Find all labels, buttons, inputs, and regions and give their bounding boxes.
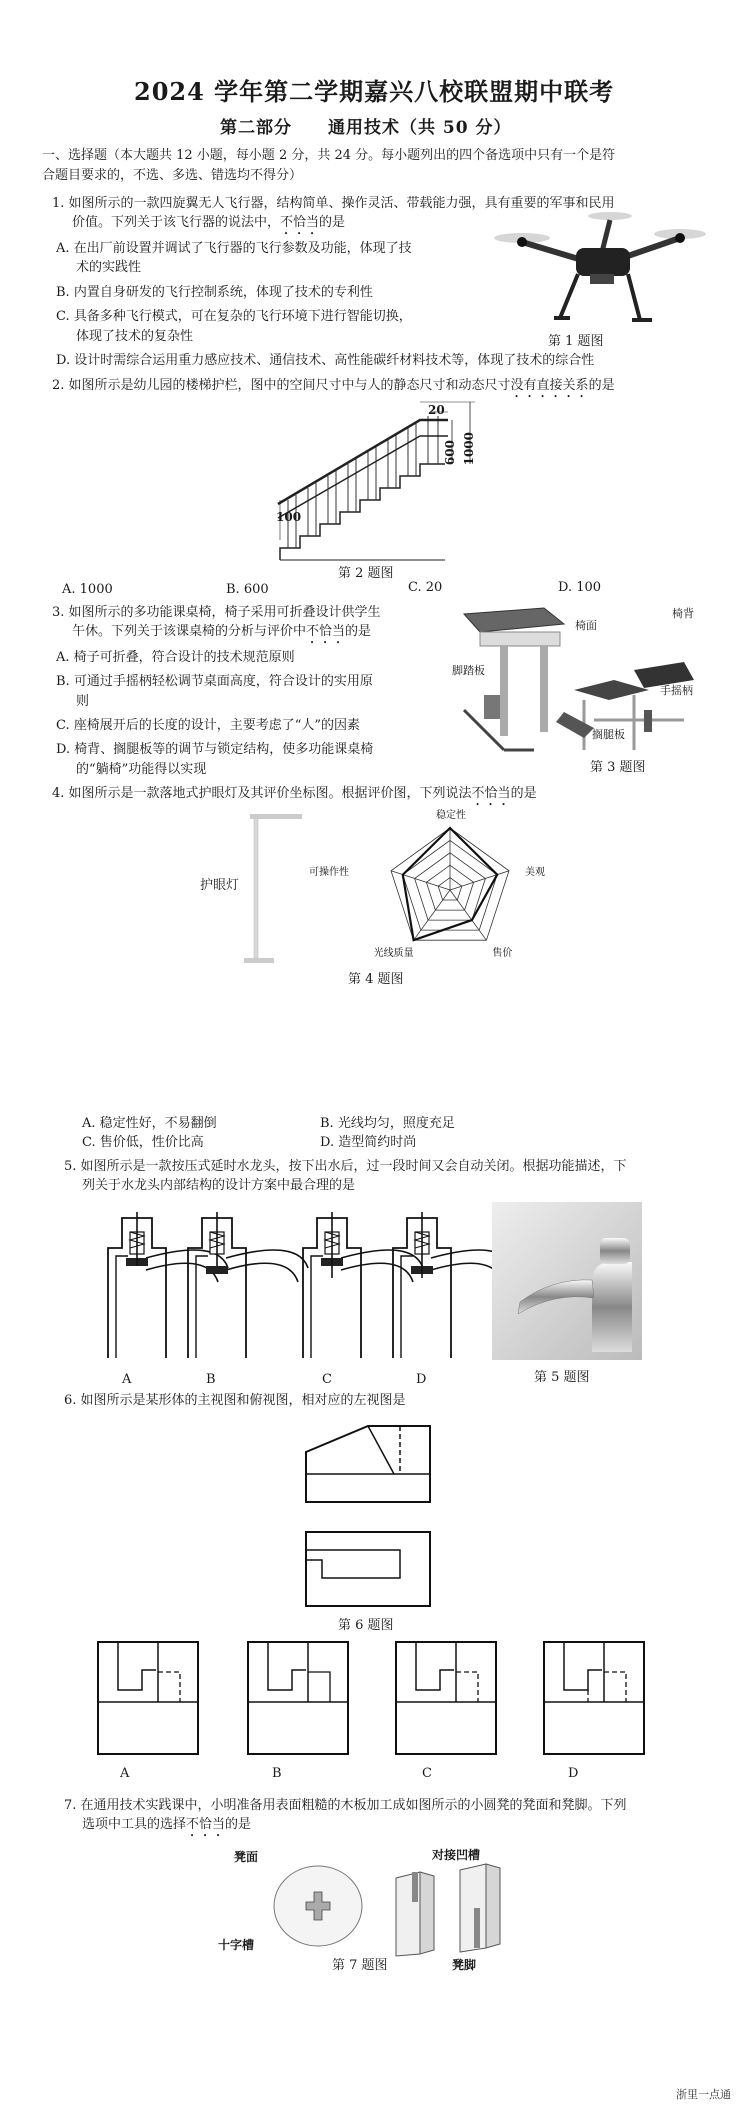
q3-label-leg: 搁腿板 [592, 728, 625, 741]
q1-option-a-line1: A. 在出厂前设置并调试了飞行器的飞行参数及功能，体现了技 [56, 241, 412, 256]
q6-option-label-b: B [272, 1766, 282, 1781]
q5-stem-line1: 5. 如图所示是一款按压式延时水龙头，按下出水后，过一段时间又会自动关闭。根据功能描述，下 [64, 1159, 627, 1174]
q5-option-label-d: D [416, 1372, 427, 1387]
radar-axis [391, 871, 450, 890]
radar-axis-label: 可操作性 [309, 866, 349, 878]
q3-figure-caption: 第 3 题图 [590, 760, 646, 775]
valve-option-b [188, 1212, 308, 1358]
q3-stem-text: 午休。下列关于该课桌椅的分析与评价中 [72, 624, 307, 639]
section-intro-line2: 合题目要求的，不选、多选、错选均不得分） [42, 168, 303, 183]
q7-stem-emphasis: 不恰当 [186, 1817, 226, 1832]
q2-figure-caption: 第 2 题图 [338, 566, 394, 581]
q3-stem-line2 [72, 622, 371, 647]
q1-option-b: B. 内置自身研发的飞行控制系统，体现了技术的专利性 [56, 285, 373, 300]
q7-figure-caption: 第 7 题图 [332, 1958, 388, 1973]
q1-option-c-line2: 体现了技术的复杂性 [76, 329, 194, 344]
radar-axis [414, 890, 450, 940]
drone-illustration [490, 208, 710, 328]
q5-option-label-b: B [206, 1372, 216, 1387]
q6-option-label-a: A [120, 1766, 130, 1781]
q3-stem-emphasis: 不恰当 [306, 624, 346, 639]
q2-option-a: A. 1000 [62, 582, 113, 597]
radar-axis-label: 售价 [492, 948, 513, 960]
radar-axis [450, 871, 509, 890]
stool-top-disc [268, 1862, 368, 1952]
valve-option-c [303, 1212, 423, 1358]
radar-axis-label: 稳定性 [436, 810, 466, 821]
q3-option-d-line1: D. 椅背、搁腿板等的调节与锁定结构，使多功能课桌椅 [56, 742, 374, 757]
q2-stem-end: 的是 [588, 378, 615, 393]
q3-option-a: A. 椅子可折叠，符合设计的技术规范原则 [56, 650, 295, 665]
q7-stem-line1: 7. 在通用技术实践课中，小明准备用表面粗糙的木板加工成如图所示的小圆凳的凳面和凳脚。下列 [64, 1798, 627, 1813]
q1-stem-emphasis: 不恰当 [280, 215, 320, 230]
q4-figure-caption: 第 4 题图 [348, 972, 404, 987]
q5-figure-caption: 第 5 题图 [534, 1370, 590, 1385]
q3-option-b-line2: 则 [76, 694, 90, 709]
dim-20: 20 [428, 403, 445, 417]
q4-stem-emphasis: 不恰当 [471, 786, 511, 801]
q6-stem: 6. 如图所示是某形体的主视图和俯视图，相对应的左视图是 [64, 1393, 406, 1408]
q7-label-top: 凳面 [234, 1850, 259, 1864]
q2-stem-text: 2. 如图所示是幼儿园的楼梯护栏，图中的空间尺寸中与人的静态尺寸和动态尺寸 [52, 378, 511, 393]
q7-stem-text: 选项中工具的选择 [82, 1817, 187, 1832]
q1-option-c-line1: C. 具备多种飞行模式，可在复杂的飞行环境下进行智能切换， [56, 309, 412, 324]
q3-stem-line1: 3. 如图所示的多功能课桌椅，椅子采用可折叠设计供学生 [52, 605, 381, 620]
q6-figure-caption: 第 6 题图 [338, 1618, 394, 1633]
faucet-photo [492, 1202, 642, 1360]
q2-option-b: B. 600 [226, 582, 269, 597]
q6-option-label-c: C [422, 1766, 432, 1781]
stair-railing-figure [270, 400, 500, 570]
left-view-option-a [98, 1642, 198, 1754]
q3-label-crank: 手摇柄 [660, 684, 693, 697]
top-view [304, 1530, 432, 1610]
q2-option-c: C. 20 [408, 580, 443, 595]
q1-figure-caption: 第 1 题图 [548, 334, 604, 349]
q5-stem-line2: 列关于水龙头内部结构的设计方案中最合理的是 [82, 1178, 356, 1193]
radar-axis-label: 美观 [525, 866, 545, 878]
q3-stem-end: 的是 [345, 624, 372, 639]
q1-stem-line2 [72, 213, 345, 238]
q2-stem [52, 376, 615, 401]
radar-axis [450, 890, 486, 940]
q1-option-a-line2: 术的实践性 [76, 260, 142, 275]
floor-lamp-illustration [240, 810, 310, 970]
stool-legs [390, 1858, 550, 1958]
left-view-option-c [396, 1642, 496, 1754]
radar-axis-label: 光线质量 [373, 948, 414, 960]
dim-600: 600 [443, 440, 457, 466]
left-view-option-d [544, 1642, 644, 1754]
left-view-options [96, 1640, 656, 1760]
q4-option-b: B. 光线均匀，照度充足 [320, 1116, 455, 1131]
q4-stem-text: 4. 如图所示是一款落地式护眼灯及其评价坐标图。根据评价图，下列说法 [52, 786, 472, 801]
q5-option-label-c: C [322, 1372, 332, 1387]
q1-stem-end: 的是 [319, 215, 346, 230]
q4-option-d: D. 造型简约时尚 [320, 1135, 417, 1150]
dim-1000: 1000 [462, 432, 476, 466]
valve-options-figure [88, 1208, 468, 1358]
q4-option-c: C. 售价低，性价比高 [82, 1135, 204, 1150]
q7-label-groove: 对接凹槽 [432, 1848, 481, 1862]
watermark: 浙里一点通 [676, 2088, 731, 2101]
q1-option-d: D. 设计时需综合运用重力感应技术、通信技术、高性能碳纤材料技术等，体现了技术的综合性 [56, 353, 595, 368]
q4-stem [52, 784, 537, 809]
drone-body [576, 248, 630, 276]
q1-stem-text: 价值。下列关于该飞行器的说法中， [72, 215, 281, 230]
rotor-back [588, 212, 632, 220]
q6-option-label-d: D [568, 1766, 579, 1781]
q3-option-c: C. 座椅展开后的长度的设计，主要考虑了“人”的因素 [56, 718, 361, 733]
part-subtitle: 第二部分 通用技术（共 50 分） [220, 118, 512, 138]
q2-stem-emphasis: 没有直接关系 [510, 378, 589, 393]
dim-100: 100 [276, 510, 302, 524]
q7-label-cross: 十字槽 [218, 1938, 255, 1952]
section-intro-line1: 一、选择题（本大题共 12 小题，每小题 2 分，共 24 分。每小题列出的四个备选项中只有一个是符 [42, 148, 616, 163]
q3-label-back: 椅背 [672, 607, 694, 620]
q4-lamp-label: 护眼灯 [200, 878, 240, 893]
q3-label-seat: 椅面 [575, 619, 597, 632]
q2-option-d: D. 100 [558, 580, 602, 595]
q1-stem-line1: 1. 如图所示的一款四旋翼无人飞行器，结构简单、操作灵活、带载能力强，具有重要的军事和民用 [52, 196, 615, 211]
q3-label-foot: 脚踏板 [452, 664, 485, 677]
q5-option-label-a: A [122, 1372, 132, 1387]
front-view [304, 1424, 432, 1504]
q3-option-b-line1: B. 可通过手摇柄轻松调节桌面高度，符合设计的实用原 [56, 674, 373, 689]
q4-option-a: A. 稳定性好，不易翻倒 [82, 1116, 217, 1131]
exam-title: 2024 学年第二学期嘉兴八校联盟期中联考 [134, 77, 615, 106]
q7-label-leg: 凳脚 [452, 1958, 477, 1972]
q3-option-d-line2: 的“躺椅”功能得以实现 [76, 762, 207, 777]
q7-stem-end: 的是 [225, 1817, 252, 1832]
radar-chart [309, 808, 600, 983]
q7-stem-line2 [82, 1815, 251, 1840]
q4-stem-end: 的是 [510, 786, 537, 801]
left-view-option-b [248, 1642, 348, 1754]
